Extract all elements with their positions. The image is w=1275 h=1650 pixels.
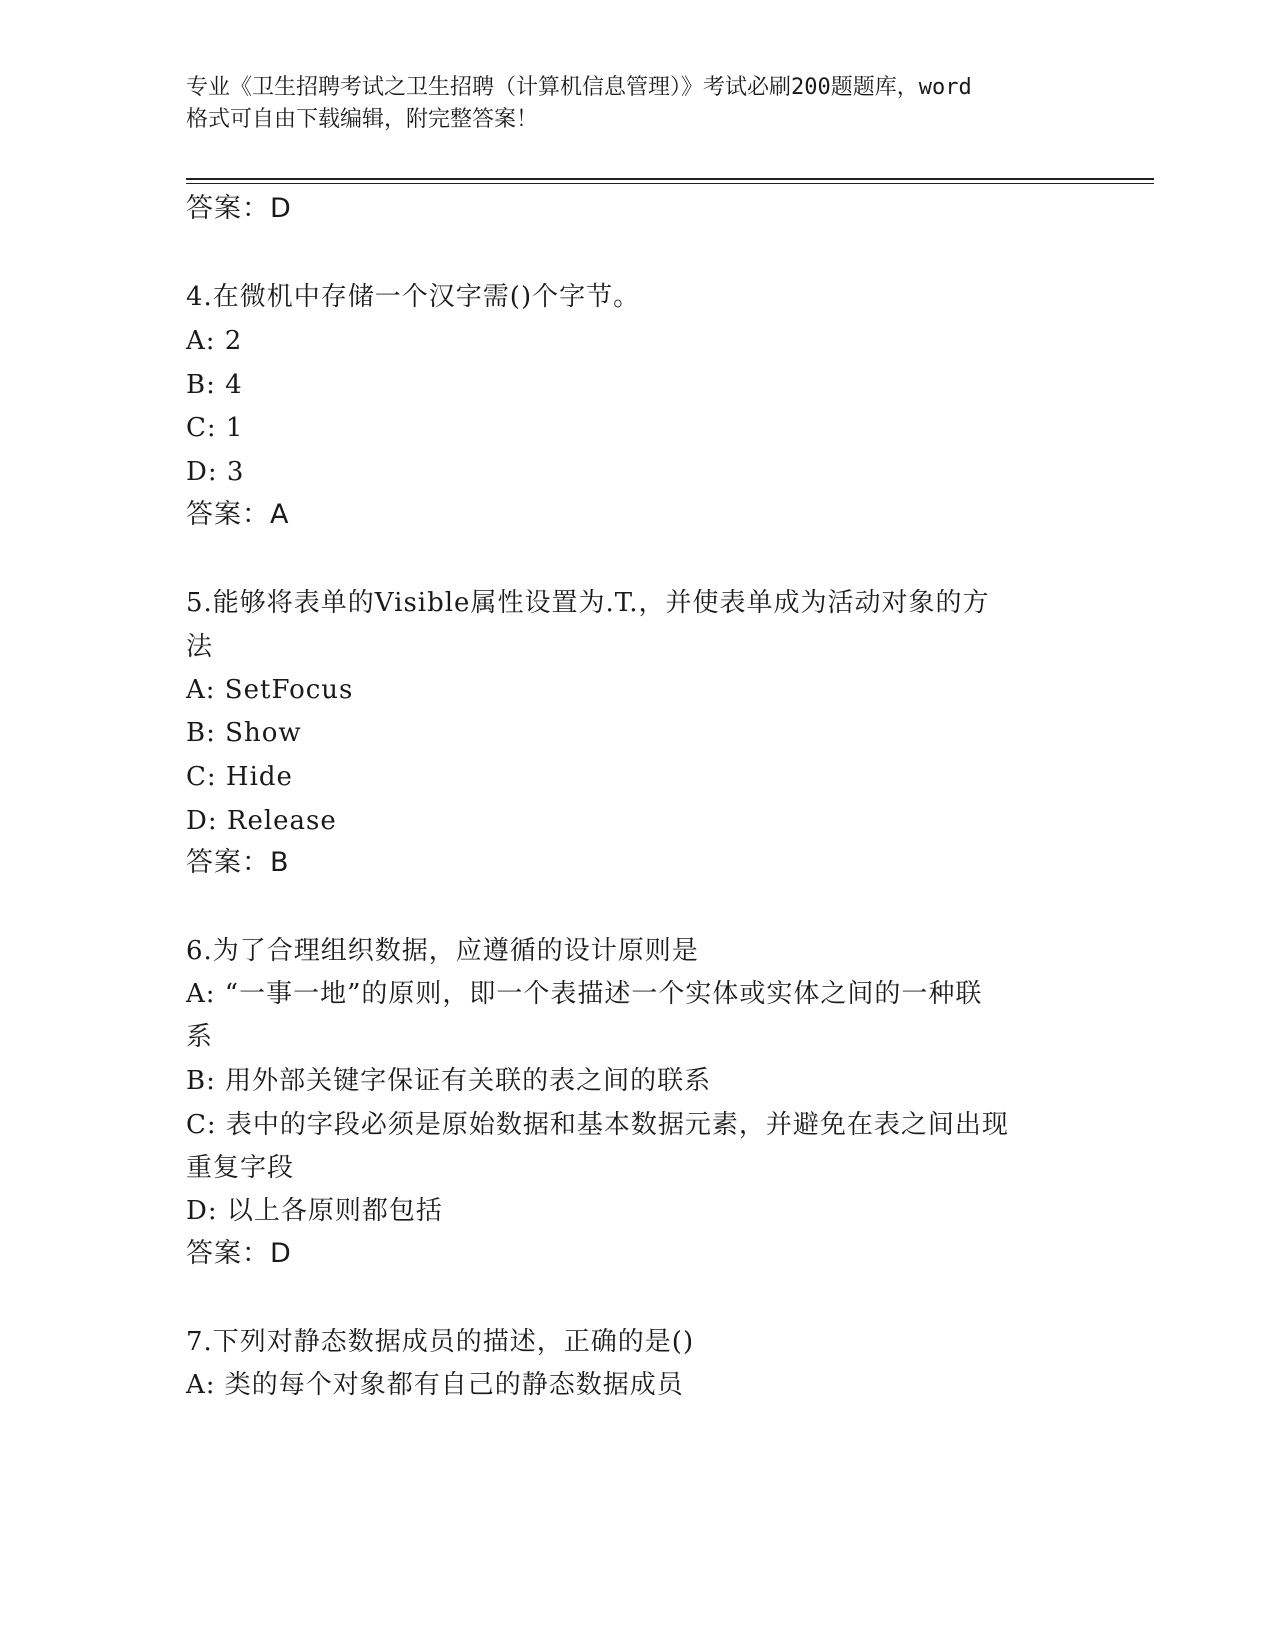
question-4-option-d: D: 3 xyxy=(186,457,245,487)
answer-q6: 答案：D xyxy=(186,1238,292,1269)
question-5-option-d: D: Release xyxy=(186,806,337,836)
question-5-stem-continued: 法 xyxy=(186,632,214,662)
question-6-stem: 6.为了合理组织数据，应遵循的设计原则是 xyxy=(186,936,699,966)
document-header xyxy=(186,72,1086,136)
question-5-option-c: C: Hide xyxy=(186,762,293,792)
question-5-option-b: B: Show xyxy=(186,718,302,748)
question-7-option-a: A: 类的每个对象都有自己的静态数据成员 xyxy=(186,1370,684,1400)
question-7-stem: 7.下列对静态数据成员的描述，正确的是() xyxy=(186,1327,695,1357)
header-line-1: 专业《卫生招聘考试之卫生招聘（计算机信息管理）》考试必刷200题题库，word xyxy=(186,75,972,100)
question-5-option-a: A: SetFocus xyxy=(186,675,354,705)
answer-q3: 答案：D xyxy=(186,193,292,224)
header-divider-thin xyxy=(186,183,1154,184)
question-6-option-a-continued: 系 xyxy=(186,1022,214,1052)
question-6-option-c-continued: 重复字段 xyxy=(186,1153,295,1183)
question-6-option-b: B: 用外部关键字保证有关联的表之间的联系 xyxy=(186,1066,712,1096)
question-6-option-c: C: 表中的字段必须是原始数据和基本数据元素，并避免在表之间出现 xyxy=(186,1110,1009,1140)
question-4-stem: 4.在微机中存储一个汉字需()个字节。 xyxy=(186,282,641,312)
question-6-option-a: A: “一事一地”的原则，即一个表描述一个实体或实体之间的一种联 xyxy=(186,979,983,1009)
header-divider-thick xyxy=(186,178,1154,180)
question-4-option-c: C: 1 xyxy=(186,413,244,443)
answer-q5: 答案：B xyxy=(186,847,290,878)
question-5-stem: 5.能够将表单的Visible属性设置为.T.，并使表单成为活动对象的方 xyxy=(186,588,990,618)
question-4-option-a: A: 2 xyxy=(186,326,243,356)
question-6-option-d: D: 以上各原则都包括 xyxy=(186,1196,443,1226)
header-line-2: 格式可自由下载编辑，附完整答案！ xyxy=(186,107,539,132)
question-4-option-b: B: 4 xyxy=(186,370,243,400)
answer-q4: 答案：A xyxy=(186,499,290,530)
